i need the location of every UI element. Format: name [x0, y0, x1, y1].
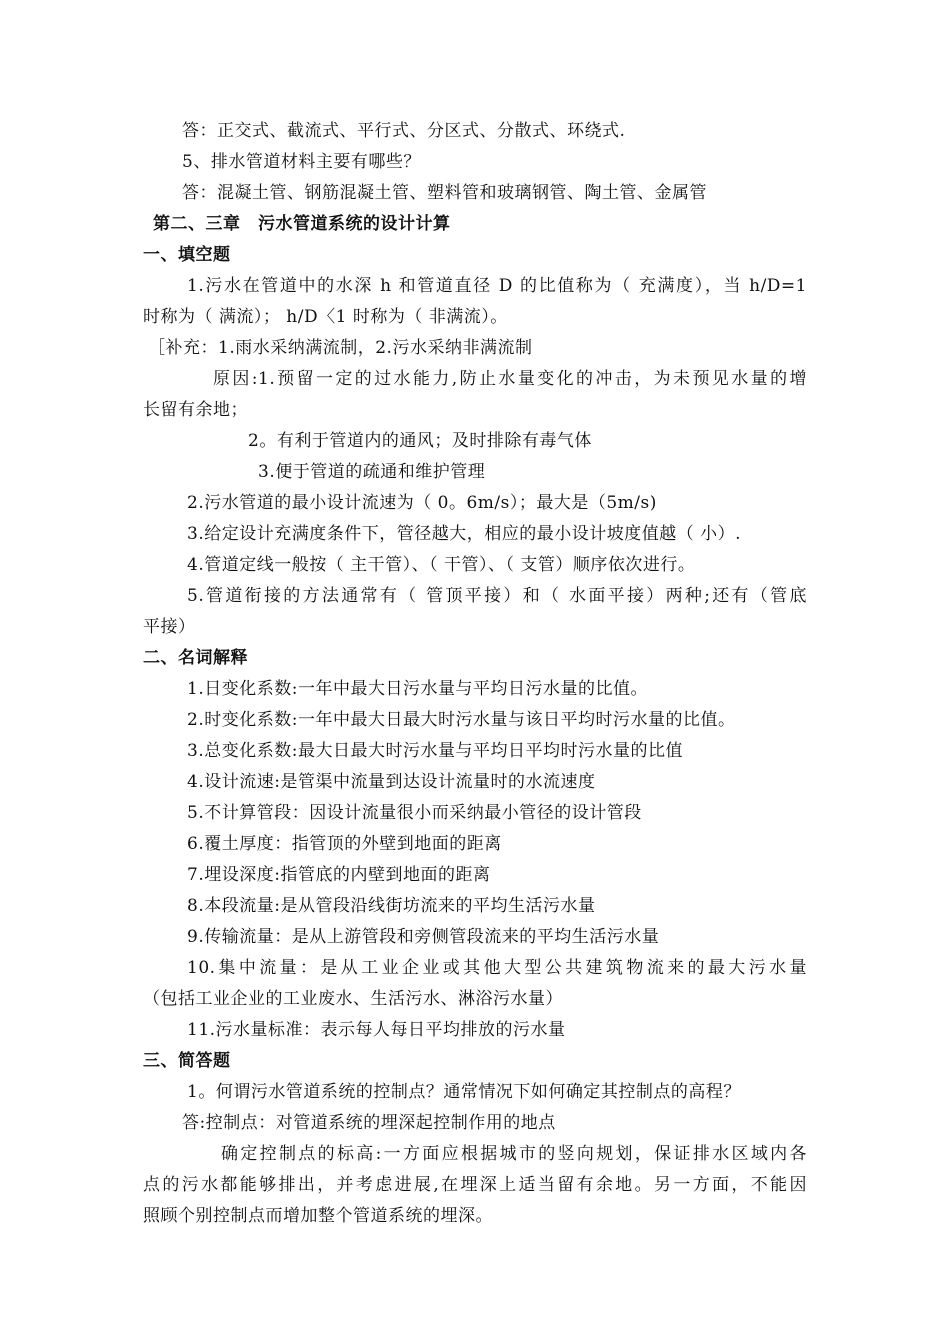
- term-4: 4.设计流速:是管渠中流量到达设计流量时的水流速度: [187, 772, 596, 792]
- reason-line-1: 原因:1.预留一定的过水能力,防止水量变化的冲击，为未预见水量的增: [213, 369, 807, 389]
- fill-question-1-line-1: 1.污水在管道中的水深 h 和管道直径 D 的比值称为（ 充满度），当 h/D=1: [187, 276, 807, 296]
- short-answer-1-line-1: 答:控制点：对管道系统的埋深起控制作用的地点: [182, 1113, 556, 1133]
- section-heading-short-answer: 三、简答题: [143, 1051, 231, 1071]
- term-10-line-2: （包括工业企业的工业废水、生活污水、淋浴污水量）: [143, 989, 563, 1009]
- term-8: 8.本段流量:是从管段沿线街坊流来的平均生活污水量: [187, 896, 596, 916]
- short-answer-1-line-2: 确定控制点的标高:一方面应根据城市的竖向规划，保证排水区域内各: [221, 1144, 807, 1164]
- question-line-pipe-materials: 5、排水管道材料主要有哪些？: [182, 152, 421, 172]
- short-answer-1-line-4: 照顾个别控制点而增加整个管道系统的埋深。: [143, 1206, 493, 1226]
- section-heading-fill-in: 一、填空题: [143, 245, 231, 265]
- fill-question-4: 4.管道定线一般按（ 主干管）、（ 干管）、（ 支管）顺序依次进行。: [187, 555, 696, 575]
- reason-line-3: 3.便于管道的疏通和维护管理: [258, 462, 486, 482]
- short-answer-1-line-3: 点的污水都能够排出，并考虑进展,在埋深上适当留有余地。另一方面，不能因: [143, 1175, 807, 1195]
- term-9: 9.传输流量：是从上游管段和旁侧管段流来的平均生活污水量: [187, 927, 660, 947]
- term-7: 7.埋设深度:指管底的内壁到地面的距离: [187, 865, 491, 885]
- fill-question-3: 3.给定设计充满度条件下，管径越大，相应的最小设计坡度值越（ 小）.: [187, 524, 742, 544]
- answer-line-pipe-layout: 答：正交式、截流式、平行式、分区式、分散式、环绕式.: [182, 121, 626, 141]
- term-11: 11.污水量标准：表示每人每日平均排放的污水量: [187, 1020, 566, 1040]
- term-1: 1.日变化系数:一年中最大日污水量与平均日污水量的比值。: [187, 679, 648, 699]
- chapter-heading: 第二、三章 污水管道系统的设计计算: [153, 214, 451, 234]
- term-3: 3.总变化系数:最大日最大时污水量与平均日平均时污水量的比值: [187, 741, 683, 761]
- term-6: 6.覆土厚度：指管顶的外壁到地面的距离: [187, 834, 502, 854]
- fill-question-2: 2.污水管道的最小设计流速为（ 0。6m/s）；最大是（5m/s): [187, 493, 657, 513]
- supplement-line: ［补充：1.雨水采纳满流制，2.污水采纳非满流制: [148, 338, 533, 358]
- reason-line-2: 2。有利于管道内的通风；及时排除有毒气体: [248, 431, 592, 451]
- fill-question-5-line-2: 平接）: [143, 617, 196, 637]
- term-10-line-1: 10.集中流量：是从工业企业或其他大型公共建筑物流来的最大污水量: [187, 958, 807, 978]
- reason-line-1-cont: 长留有余地；: [143, 400, 248, 420]
- term-2: 2.时变化系数:一年中最大日最大时污水量与该日平均时污水量的比值。: [187, 710, 736, 730]
- fill-question-5-line-1: 5.管道衔接的方法通常有（ 管顶平接）和（ 水面平接）两种;还有（管底: [187, 586, 807, 606]
- answer-line-pipe-materials: 答：混凝土管、钢筋混凝土管、塑料管和玻璃钢管、陶土管、金属管: [182, 183, 707, 203]
- section-heading-terms: 二、名词解释: [143, 648, 248, 668]
- fill-question-1-line-2: 时称为（ 满流）； h/D〈1 时称为（ 非满流）。: [143, 307, 508, 327]
- term-5: 5.不计算管段：因设计流量很小而采纳最小管径的设计管段: [187, 803, 642, 823]
- short-question-1: 1。何谓污水管道系统的控制点？通常情况下如何确定其控制点的高程？: [187, 1082, 741, 1102]
